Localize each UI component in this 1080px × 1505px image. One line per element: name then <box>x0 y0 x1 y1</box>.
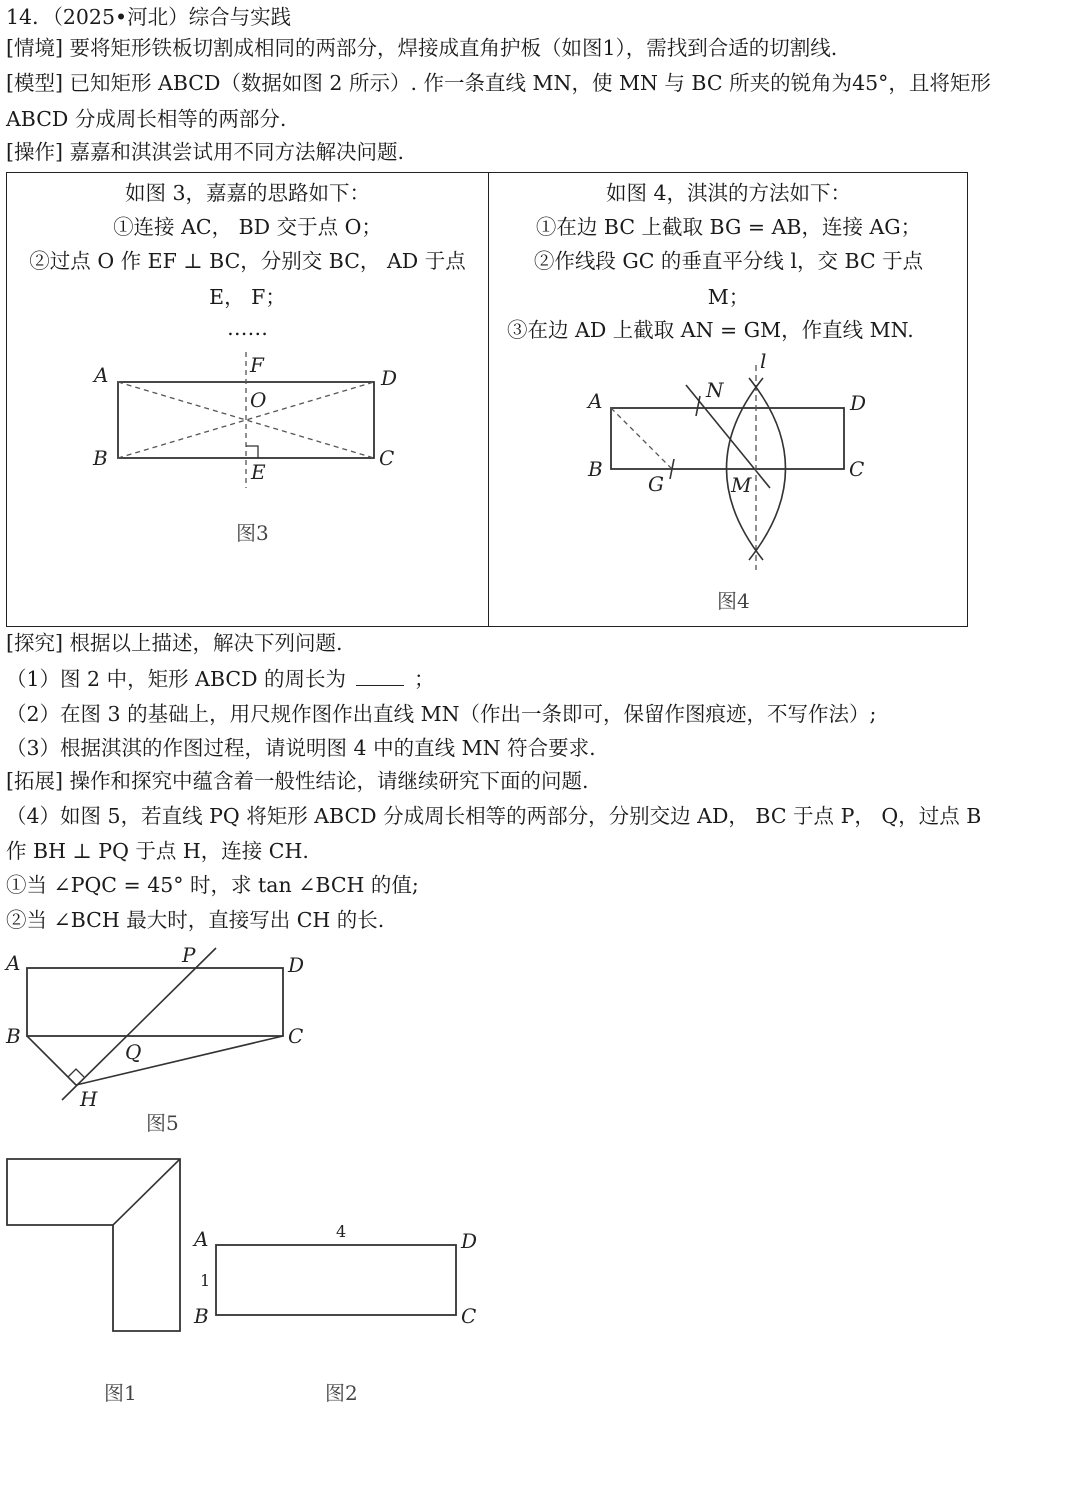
left-cell-line5: …… <box>227 316 268 340</box>
fig4-label-c: C <box>849 457 865 481</box>
fig4-label-m: M <box>731 473 752 497</box>
question-1-suffix: ； <box>414 667 435 691</box>
fig3-label-e: E <box>251 460 266 484</box>
fig3-label-o: O <box>250 388 267 412</box>
question-1-prefix: （1）图 2 中，矩形 ABCD 的周长为 <box>6 667 347 691</box>
model-text-line1: [模型] 已知矩形 ABCD（数据如图 2 所示）. 作一条直线 MN，使 MN 与 BC 所夹的锐角为45°，且将矩形 <box>6 71 991 95</box>
fig5-label-b: B <box>6 1024 21 1048</box>
fig5-label-h: H <box>80 1087 98 1111</box>
left-cell-line2: ①连接 AC， BD 交于点 O； <box>113 215 382 239</box>
fig1-caption: 图1 <box>104 1381 137 1405</box>
right-cell-line2: ①在边 BC 上截取 BG = AB，连接 AG； <box>535 215 922 239</box>
question-4-part2: ②当 ∠BCH 最大时，直接写出 CH 的长. <box>6 908 385 932</box>
fig4-label-a: A <box>588 389 603 413</box>
fig5-label-d: D <box>288 953 305 977</box>
left-cell-line4: E， F； <box>209 285 286 309</box>
fig2-caption: 图2 <box>325 1381 358 1405</box>
fig5-label-p: P <box>182 943 196 967</box>
fig4-caption: 图4 <box>717 589 750 613</box>
fig3-label-b: B <box>93 446 108 470</box>
left-cell-line1: 如图 3，嘉嘉的思路如下： <box>124 181 371 205</box>
right-cell-line1: 如图 4，淇淇的方法如下： <box>605 181 852 205</box>
question-4-part1: ①当 ∠PQC = 45° 时，求 tan ∠BCH 的值; <box>6 873 419 897</box>
fig2-label-c: C <box>461 1304 477 1328</box>
fig2-label-b: B <box>194 1304 209 1328</box>
fig2-label-d: D <box>461 1229 478 1253</box>
fig4-label-b: B <box>588 457 603 481</box>
explore-text: [探究] 根据以上描述，解决下列问题. <box>6 631 343 655</box>
fig5-label-c: C <box>288 1024 304 1048</box>
fig4-label-n: N <box>706 378 724 402</box>
fig5-label-a: A <box>6 951 21 975</box>
right-cell-line3: ②作线段 GC 的垂直平分线 l，交 BC 于点 <box>533 249 924 273</box>
operation-text: [操作] 嘉嘉和淇淇尝试用不同方法解决问题. <box>6 140 405 164</box>
right-cell-line5: ③在边 AD 上截取 AN = GM，作直线 MN. <box>507 318 914 342</box>
model-text-line2: ABCD 分成周长相等的两部分. <box>6 107 287 131</box>
fig3-label-c: C <box>379 446 395 470</box>
fig2-rectangle <box>216 1245 456 1315</box>
fig3-label-a: A <box>94 363 109 387</box>
fig2-side-length: 1 <box>200 1271 211 1290</box>
right-cell-line4: M； <box>707 285 750 309</box>
fig3-label-f: F <box>250 353 264 377</box>
situation-text: [情境] 要将矩形铁板切割成相同的两部分，焊接成直角护板（如图1），需找到合适的切割线. <box>6 36 838 60</box>
fig5-caption: 图5 <box>146 1111 179 1135</box>
fig3-caption: 图3 <box>236 521 269 545</box>
question-4-line2: 作 BH ⊥ PQ 于点 H，连接 CH. <box>6 839 309 863</box>
question-3: （3）根据淇淇的作图过程，请说明图 4 中的直线 MN 符合要求. <box>6 736 596 760</box>
extend-text: [拓展] 操作和探究中蕴含着一般性结论，请继续研究下面的问题. <box>6 769 589 793</box>
left-cell-line3: ②过点 O 作 EF ⊥ BC，分别交 BC， AD 于点 <box>29 249 466 273</box>
fig5-label-q: Q <box>125 1040 142 1064</box>
fig4-label-g: G <box>648 472 664 496</box>
question-4-line1: （4）如图 5，若直线 PQ 将矩形 ABCD 分成周长相等的两部分，分别交边 AD， BC 于点 P， Q，过点 B <box>6 804 982 828</box>
fig3-label-d: D <box>381 366 398 390</box>
fig1-weld-line <box>113 1159 180 1225</box>
problem-header: 14．（2025•河北）综合与实践 <box>6 5 292 29</box>
fig2-top-length: 4 <box>336 1222 347 1241</box>
fig4-label-d: D <box>850 391 867 415</box>
question-2: （2）在图 3 的基础上，用尺规作图作出直线 MN（作出一条即可，保留作图痕迹，不写作法）; <box>6 702 877 726</box>
fig2-label-a: A <box>194 1227 209 1251</box>
fig4-label-l: l <box>760 349 767 373</box>
